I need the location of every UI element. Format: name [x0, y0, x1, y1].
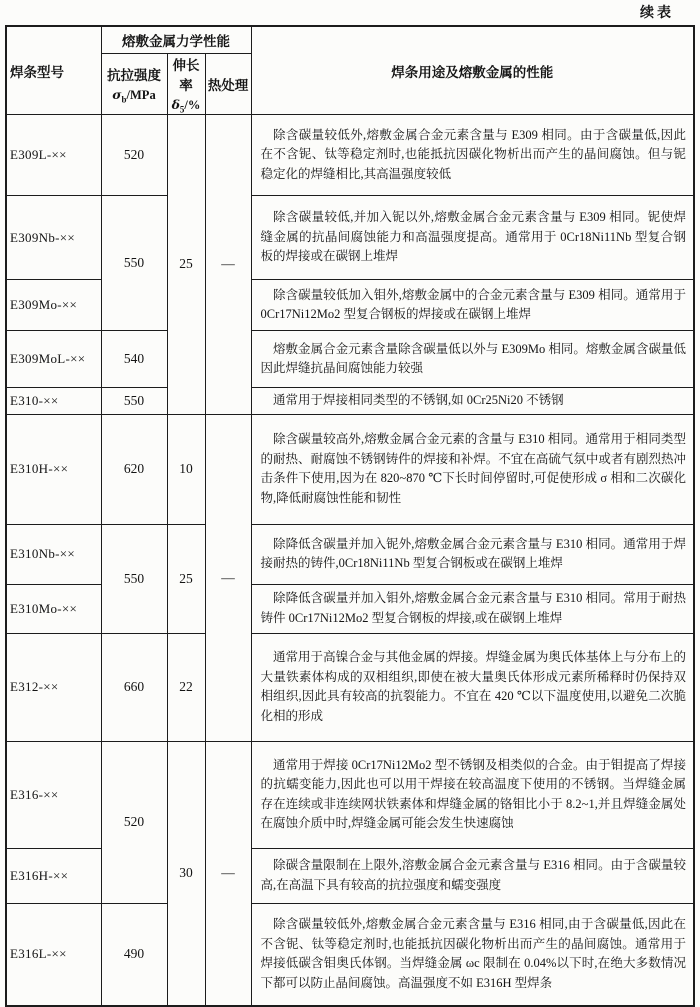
row-e312	[6, 633, 694, 741]
tensile-formula: $\sigma_b$/MPa	[112, 86, 156, 104]
row-e309mol	[6, 331, 694, 388]
tensile-value: 520	[101, 741, 167, 903]
row-e310h	[6, 414, 694, 524]
model-cell: E310H-××	[6, 414, 101, 524]
model-cell: E309Mo-××	[6, 280, 101, 331]
heat-treatment-value: —	[205, 741, 251, 1006]
usage-desc: 熔敷金属合金元素含量除含碳量低以外与 E309Mo 相同。熔敷金属含碳量低因此焊缝抗晶间腐蚀能力较强	[251, 331, 694, 388]
tensile-value: 660	[101, 633, 167, 741]
usage-desc: 通常用于高镍合金与其他金属的焊接。焊缝金属为奥氏体基体上与分布上的大量铁素体构成的双相组织,即使在被大量奥氏体形成元素所稀释时仍保持双相组织,因此具有较高的抗裂能力。不宜在 420 ℃以下温度使用,以避免二次脆化相的形成	[251, 633, 694, 741]
usage-desc: 除含碳量较低外,熔敷金属合金元素含量与 E316 相同,由于含碳量低,因此在不含铌、钛等稳定剂时,也能抵抗因碳化物析出而产生的晶间腐蚀。通常用于焊接低碳含钼奥氏体钢。当焊缝金属 ωc 限制在 0.04%以下时,在绝大多数情况下都可以防止晶间腐蚀。高温强度不如 E316H 型焊条	[251, 903, 694, 1006]
model-cell: E309Nb-××	[6, 196, 101, 280]
model-cell: E316L-××	[6, 903, 101, 1006]
elongation-value: 10	[167, 414, 205, 524]
row-e310	[6, 388, 694, 415]
elongation-label: 伸长率	[172, 57, 200, 93]
model-cell: E312-××	[6, 633, 101, 741]
tensile-value: 550	[101, 388, 167, 415]
usage-desc: 除含碳量较高外,熔敷金属合金元素的含量与 E310 相同。通常用于相同类型的耐热、耐腐蚀不锈钢铸件的焊接和补焊。不宜在高硫气氛中或者有剧烈热冲击条件下使用,因为在 820~870 ℃下长时间停留时,可促使形成 σ 相和二次碳化物,降低耐腐蚀性能和韧性	[251, 414, 694, 524]
model-cell: E310Mo-××	[6, 584, 101, 633]
usage-desc: 除含碳量较低外,熔敷金属合金元素含量与 E309 相同。由于含碳量低,因此在不含铌、钛等稳定剂时,也能抵抗因碳化物析出而产生的晶间腐蚀。但与铌稳定化的焊缝相比,其高温强度较低	[251, 115, 694, 196]
usage-desc: 除碳含量限制在上限外,溶敷金属合金元素含量与 E316 相同。由于含碳量较高,在高温下具有较高的抗拉强度和蠕变强度	[251, 848, 694, 903]
tensile-value: 550	[101, 524, 167, 633]
heat-treatment-value: —	[205, 115, 251, 415]
electrode-table	[5, 25, 695, 1007]
usage-desc: 通常用于焊接相同类型的不锈钢,如 0Cr25Ni20 不锈钢	[251, 388, 694, 415]
header-row-1	[6, 26, 694, 53]
model-cell: E310-××	[6, 388, 101, 415]
usage-desc: 除含碳量较低,并加入铌以外,熔敷金属合金元素含量与 E309 相同。铌使焊缝金属的抗晶间腐蚀能力和高温强度提高。通常用于 0Cr18Ni11Nb 型复合钢板的焊接或在碳钢上堆焊	[251, 196, 694, 280]
elongation-formula: $\delta_5/\%$	[171, 96, 201, 114]
model-cell: E316H-××	[6, 848, 101, 903]
usage-desc: 除含碳量较低加入钼外,熔敷金属中的合金元素含量与 E309 相同。通常用于 0Cr17Ni12Mo2 型复合钢板的焊接或在碳钢上堆焊	[251, 280, 694, 331]
col-header-elongation	[167, 53, 205, 115]
continued-table-label: 续表	[640, 6, 674, 21]
tensile-label: 抗拉强度	[107, 67, 161, 83]
model-cell: E316-××	[6, 741, 101, 848]
col-header-tensile	[101, 53, 167, 115]
tensile-value: 620	[101, 414, 167, 524]
row-e310nb	[6, 524, 694, 584]
tensile-value: 490	[101, 903, 167, 1006]
col-header-mech-group: 熔敷金属力学性能	[101, 26, 251, 53]
model-cell: E309MoL-××	[6, 331, 101, 388]
col-header-heat-treatment: 热处理	[205, 53, 251, 115]
tensile-value: 550	[101, 196, 167, 331]
row-e316	[6, 741, 694, 848]
col-header-model: 焊条型号	[6, 26, 101, 115]
tensile-value: 540	[101, 331, 167, 388]
model-cell: E309L-××	[6, 115, 101, 196]
elongation-value: 30	[167, 741, 205, 1006]
elongation-value: 25	[167, 115, 205, 415]
elongation-value: 22	[167, 633, 205, 741]
heat-treatment-value: —	[205, 414, 251, 741]
elongation-value: 25	[167, 524, 205, 633]
row-e309l	[6, 115, 694, 196]
usage-desc: 除降低含碳量并加入钼外,熔敷金属合金元素含量与 E310 相同。常用于耐热铸件 0Cr17Ni12Mo2 型复合钢板的焊接,或在碳钢上堆焊	[251, 584, 694, 633]
row-e316l	[6, 903, 694, 1006]
col-header-usage: 焊条用途及熔敷金属的性能	[251, 26, 694, 115]
tensile-value: 520	[101, 115, 167, 196]
row-e309nb	[6, 196, 694, 280]
usage-desc: 通常用于焊接 0Cr17Ni12Mo2 型不锈钢及相类似的合金。由于钼提高了焊接的抗蠕变能力,因此也可以用干焊接在较高温度下使用的不锈钢。当焊缝金属存在连续或非连续网状铁素体和焊缝金属的铬钼比小于 8.2~1,并且焊缝金属处在腐蚀介质中时,焊缝金属可能会发生快速腐蚀	[251, 741, 694, 848]
model-cell: E310Nb-××	[6, 524, 101, 584]
usage-desc: 除降低含碳量并加入铌外,熔敷金属合金元素含量与 E310 相同。通常用于焊接耐热的铸件,0Cr18Ni11Nb 型复合钢板或在碳钢上堆焊	[251, 524, 694, 584]
